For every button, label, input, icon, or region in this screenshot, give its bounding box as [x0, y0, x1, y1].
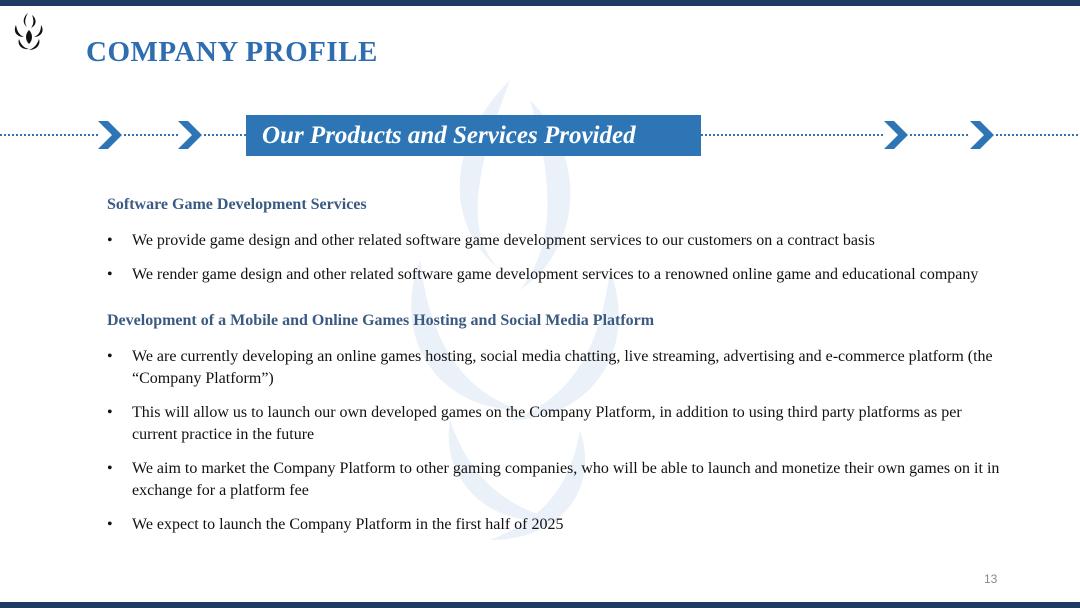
chevron-right-icon: [178, 121, 202, 149]
bullet-icon: •: [107, 266, 113, 283]
bullet-icon: •: [107, 404, 113, 421]
bullet-text: We provide game design and other related software game development services to our customers on a contract basis: [132, 232, 875, 249]
bullet-text: We aim to market the Company Platform to other gaming companies, who will be able to launch and monetize their own games on it in exchange for a platform fee: [132, 460, 1000, 499]
section-heading: Software Game Development Services: [107, 196, 367, 213]
bullet-text: We expect to launch the Company Platform in the first half of 2025: [132, 516, 564, 533]
slide-title: COMPANY PROFILE: [86, 36, 378, 68]
chevron-right-icon: [970, 121, 994, 149]
bullet-list: [107, 230, 1007, 286]
bullet-icon: •: [107, 348, 113, 365]
list-item: [107, 264, 1007, 286]
chevron-right-icon: [884, 121, 908, 149]
section-heading: Development of a Mobile and Online Games Hosting and Social Media Platform: [107, 312, 655, 329]
list-item: [107, 458, 1007, 502]
bullet-list: [107, 346, 1007, 536]
bullet-icon: •: [107, 460, 113, 477]
list-item: [107, 230, 1007, 252]
bullet-text: We are currently developing an online games hosting, social media chatting, live streaming, advertising and e-commerce platform (the “Company Platform”): [132, 348, 993, 387]
chevron-right-icon: [98, 121, 122, 149]
bottom-border-bar: [0, 602, 1080, 608]
list-item: [107, 346, 1007, 390]
leaf-emblem-icon: [10, 12, 48, 54]
content-area: [107, 194, 1007, 548]
page-number: 13: [984, 572, 998, 586]
bullet-text: We render game design and other related software game development services to a renowned online game and educational company: [132, 266, 979, 283]
bullet-icon: •: [107, 516, 113, 533]
top-border-bar: [0, 0, 1080, 6]
bullet-icon: •: [107, 232, 113, 249]
bullet-text: This will allow us to launch our own developed games on the Company Platform, in addition to using third party platforms as per current practice in the future: [132, 404, 962, 443]
banner-label: Our Products and Services Provided: [262, 121, 636, 149]
section-platform-development: [107, 310, 1007, 536]
section-software-game-development: [107, 194, 1007, 286]
section-banner: [246, 115, 701, 156]
list-item: [107, 402, 1007, 446]
list-item: [107, 514, 1007, 536]
